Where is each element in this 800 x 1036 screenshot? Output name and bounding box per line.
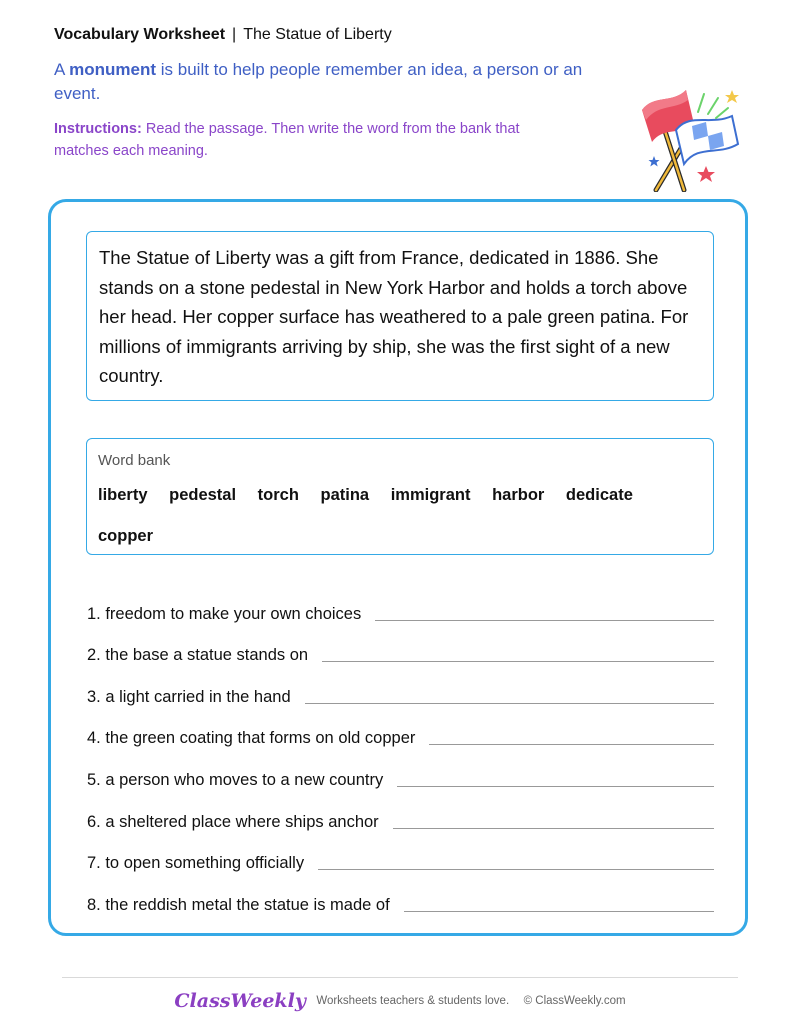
question-text: 6. a sheltered place where ships anchor	[87, 812, 379, 831]
brand-logo: ClassWeekly	[174, 990, 306, 1012]
word-bank	[86, 438, 714, 555]
word-bank-word: torch	[257, 486, 299, 504]
word-bank-word: dedicate	[565, 486, 633, 504]
question-row	[87, 715, 714, 757]
word-bank-word: immigrant	[390, 486, 471, 504]
answer-line[interactable]	[397, 786, 714, 787]
question-text: 8. the reddish metal the statue is made of	[87, 895, 390, 914]
question-text: 3. a light carried in the hand	[87, 687, 291, 706]
footer-copyright: © ClassWeekly.com	[523, 995, 626, 1007]
question-text: 7. to open something officially	[87, 854, 305, 873]
footer-tagline: Worksheets teachers & students love.	[316, 995, 510, 1007]
word-bank-label: Word bank	[98, 452, 171, 469]
question-text: 5. a person who moves to a new country	[87, 770, 384, 789]
instructions-text: Read the passage. Then write the word from the bank that matches each meaning.	[54, 121, 520, 159]
header-separator: |	[232, 26, 237, 43]
instructions	[54, 118, 554, 162]
question-text: 4. the green coating that forms on old copper	[87, 729, 416, 748]
answer-line[interactable]	[305, 703, 714, 704]
definition-text	[54, 58, 614, 106]
word-bank-word: copper	[98, 527, 154, 545]
question-text: 2. the base a statue stands on	[87, 646, 309, 665]
question-row	[87, 840, 714, 882]
footer-divider	[62, 977, 738, 978]
definition-term: monument	[69, 60, 157, 79]
footer	[0, 990, 800, 1012]
definition-rest: is built to help people remember an idea, a person or an event.	[54, 60, 583, 103]
answer-line[interactable]	[375, 620, 714, 621]
worksheet-title: Vocabulary Worksheet	[54, 26, 226, 43]
word-bank-word: harbor	[492, 486, 545, 504]
question-row	[87, 798, 714, 840]
word-bank-word: pedestal	[169, 486, 237, 504]
worksheet-subtitle: The Statue of Liberty	[243, 26, 392, 43]
question-text: 1. freedom to make your own choices	[87, 604, 362, 623]
word-bank-word: patina	[320, 486, 370, 504]
answer-line[interactable]	[429, 744, 714, 745]
definition-prefix: A	[54, 60, 65, 79]
crossed-flags-icon	[636, 82, 746, 192]
answer-line[interactable]	[318, 869, 714, 870]
word-bank-words	[98, 475, 702, 557]
question-row	[87, 881, 714, 923]
question-row	[87, 590, 714, 632]
question-list	[87, 590, 714, 923]
reading-passage: The Statue of Liberty was a gift from France, dedicated in 1886. She stands on a stone pedestal in New York Harbor and holds a torch above her head. Her copper surface has weathered to a pale green patina. For millions of immigrants arriving by ship, she was the first sight of a new country.	[86, 231, 714, 401]
answer-line[interactable]	[322, 661, 714, 662]
question-row	[87, 632, 714, 674]
answer-line[interactable]	[404, 911, 714, 912]
worksheet-header	[54, 26, 392, 44]
answer-line[interactable]	[393, 828, 714, 829]
question-row	[87, 756, 714, 798]
instructions-label: Instructions:	[54, 121, 142, 137]
question-row	[87, 673, 714, 715]
word-bank-word: liberty	[98, 486, 148, 504]
